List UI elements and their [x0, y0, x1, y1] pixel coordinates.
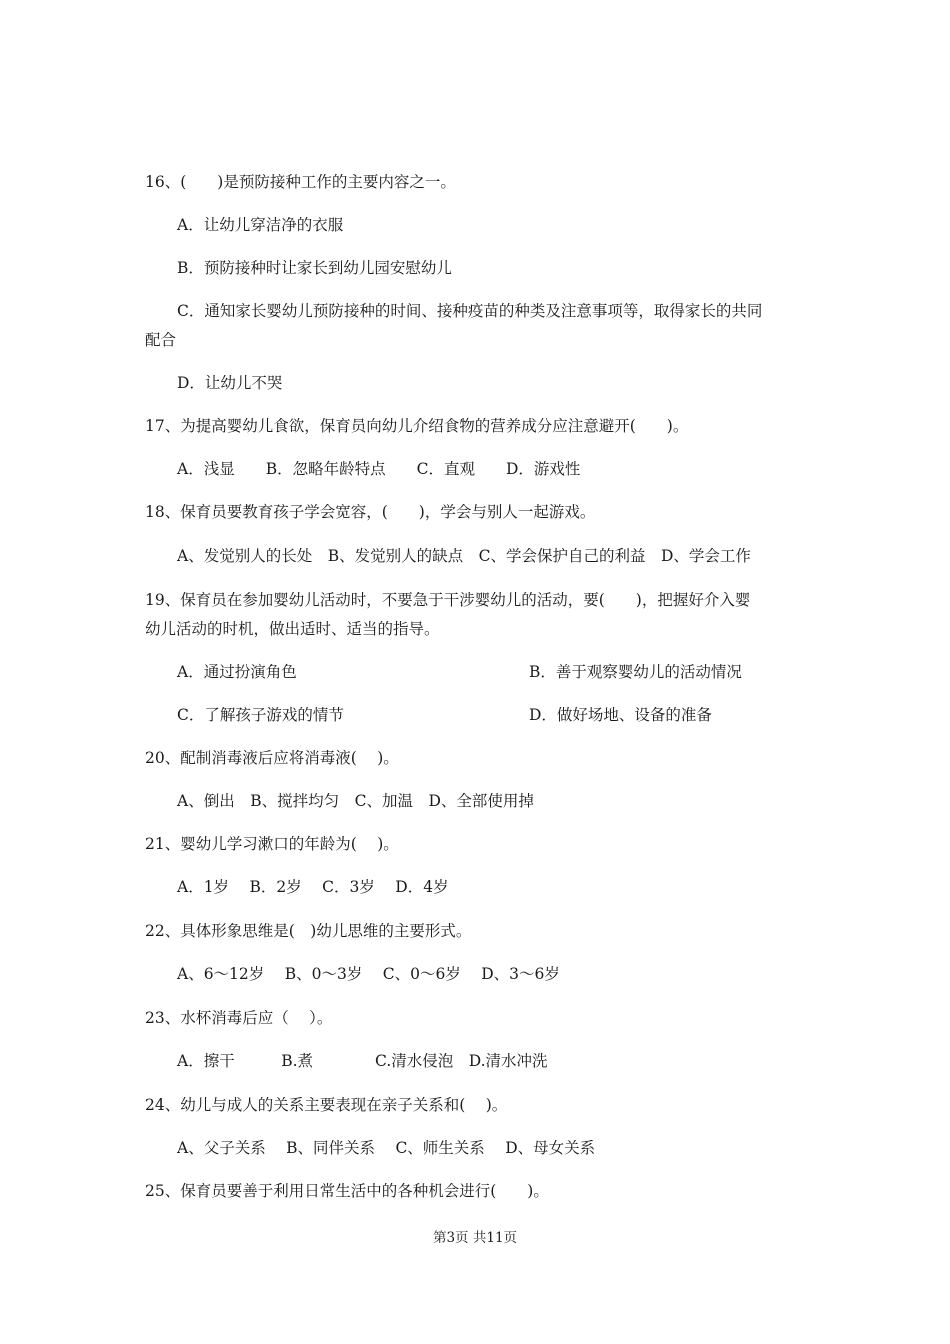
- question-23-stem: 23、水杯消毒后应（ ）。: [145, 1009, 333, 1027]
- question-16-option-c-cont: 配合: [145, 331, 177, 349]
- question-16-option-b: B．预防接种时让家长到幼儿园安慰幼儿: [177, 259, 452, 277]
- question-19-option-c: C．了解孩子游戏的情节: [177, 706, 344, 724]
- page-footer: 第3页 共11页: [432, 1230, 518, 1246]
- question-21-stem: 21、婴幼儿学习漱口的年龄为( )。: [145, 835, 399, 853]
- question-21-options: A．1岁 B．2岁 C．3岁 D．4岁: [177, 878, 449, 896]
- question-17-options: A．浅显 B．忽略年龄特点 C．直观 D．游戏性: [177, 460, 581, 478]
- question-19-option-a: A．通过扮演角色: [177, 663, 297, 681]
- question-16-option-d: D．让幼儿不哭: [177, 374, 283, 392]
- question-17-stem: 17、为提高婴幼儿食欲，保育员向幼儿介绍食物的营养成分应注意避开( )。: [145, 417, 689, 435]
- question-18-options: A、发觉别人的长处 B、发觉别人的缺点 C、学会保护自己的利益 D、学会工作: [177, 547, 751, 565]
- question-19-option-b: B．善于观察婴幼儿的活动情况: [529, 663, 742, 681]
- question-22-stem: 22、具体形象思维是( )幼儿思维的主要形式。: [145, 922, 472, 940]
- question-19-option-d: D．做好场地、设备的准备: [529, 706, 712, 724]
- question-19-stem-cont: 幼儿活动的时机，做出适时、适当的指导。: [145, 620, 440, 638]
- question-25-stem: 25、保育员要善于利用日常生活中的各种机会进行( )。: [145, 1182, 549, 1200]
- question-24-stem: 24、幼儿与成人的关系主要表现在亲子关系和( )。: [145, 1096, 508, 1114]
- question-18-stem: 18、保育员要教育孩子学会宽容，( )，学会与别人一起游戏。: [145, 503, 596, 521]
- question-16-option-a: A．让幼儿穿洁净的衣服: [177, 216, 344, 234]
- question-23-options: A．擦干 B.煮 C.清水侵泡 D.清水冲洗: [177, 1052, 548, 1070]
- question-22-options: A、6～12岁 B、0～3岁 C、0～6岁 D、3～6岁: [177, 965, 560, 983]
- question-19-stem: 19、保育员在参加婴幼儿活动时，不要急于干涉婴幼儿的活动，要( )，把握好介入婴: [145, 591, 751, 609]
- question-16-stem: 16、( )是预防接种工作的主要内容之一。: [145, 173, 456, 191]
- question-20-options: A、倒出 B、搅拌均匀 C、加温 D、全部使用掉: [177, 792, 534, 810]
- question-20-stem: 20、配制消毒液后应将消毒液( )。: [145, 749, 399, 767]
- question-24-options: A、父子关系 B、同伴关系 C、师生关系 D、母女关系: [177, 1139, 596, 1157]
- question-16-option-c: C．通知家长婴幼儿预防接种的时间、接种疫苗的种类及注意事项等，取得家长的共同: [177, 302, 763, 320]
